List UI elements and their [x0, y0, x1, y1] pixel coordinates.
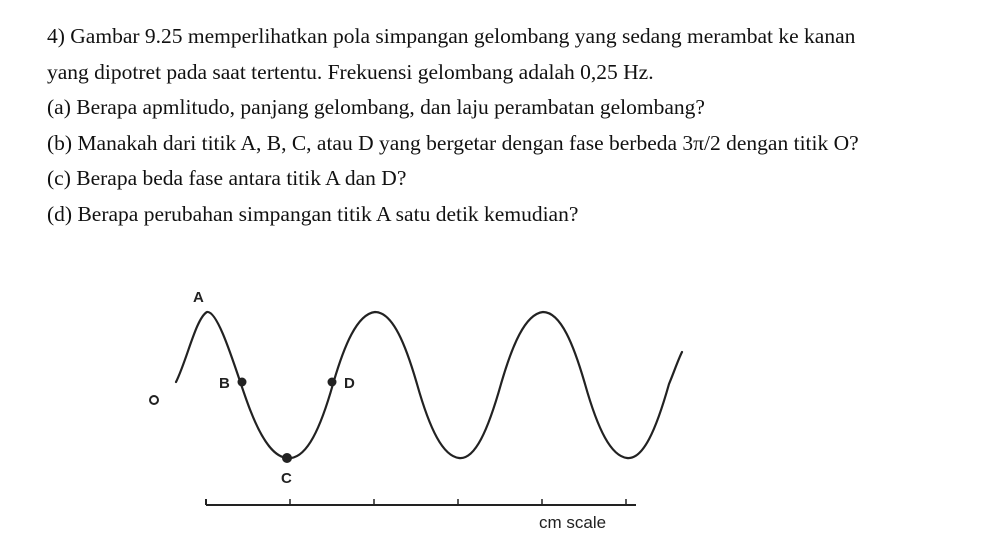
question-part-c: (c) Berapa beda fase antara titik A dan D?: [47, 166, 407, 191]
point-d-marker: [328, 378, 337, 387]
question-part-b: (b) Manakah dari titik A, B, C, atau D yang bergetar dengan fase berbeda 3π/2 dengan titik O?: [47, 130, 859, 155]
question-text: [47, 19, 992, 233]
point-c-marker: [282, 453, 292, 463]
question-line-1: 4) Gambar 9.25 memperlihatkan pola simpangan gelombang yang sedang merambat ke kanan: [47, 24, 856, 48]
question-part-d: (d) Berapa perubahan simpangan titik A satu detik kemudian?: [47, 201, 579, 226]
point-c-label: C: [281, 470, 292, 487]
wave-diagram: [130, 280, 690, 545]
scale-label: cm scale: [539, 513, 607, 532]
point-a-label: A: [193, 289, 204, 306]
wave-curve: [176, 312, 682, 458]
point-b-marker: [238, 378, 247, 387]
question-part-a: (a) Berapa apmlitudo, panjang gelombang, dan laju perambatan gelombang?: [47, 95, 705, 120]
wave-figure: [130, 280, 690, 545]
point-d-label: D: [344, 375, 355, 392]
point-o-marker: [150, 396, 158, 404]
point-b-label: B: [219, 375, 230, 392]
question-line-2: yang dipotret pada saat tertentu. Frekuensi gelombang adalah 0,25 Hz.: [47, 59, 654, 84]
